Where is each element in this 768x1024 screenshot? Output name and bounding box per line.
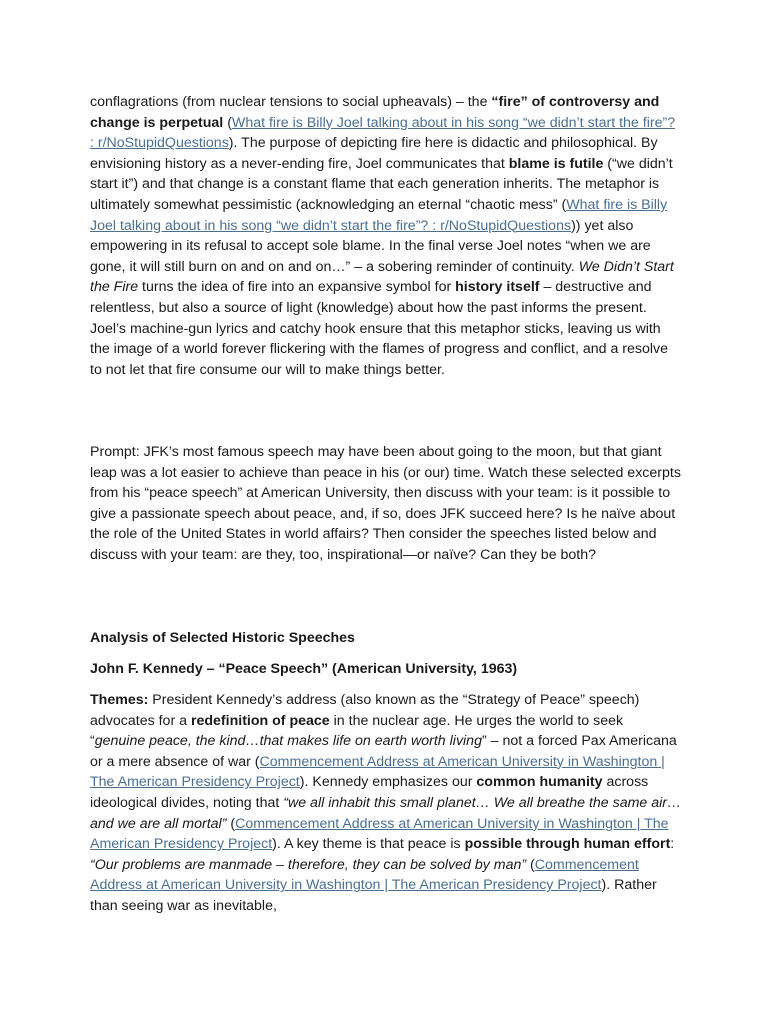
quote: “we all inhabit this small planet… We all breathe the same air… and we are all mortal” — [90, 794, 682, 832]
bold-phrase: common humanity — [476, 774, 603, 791]
reddit-citation-link[interactable]: What fire is Billy Joel talking about in his song “we didn’t start the fire”? : r/NoStupidQuestions — [90, 196, 668, 234]
section-heading: Analysis of Selected Historic Speeches — [90, 630, 355, 646]
bold-phrase: redefinition of peace — [190, 712, 330, 729]
text-run: ). The purpose of depicting fire here is didactic and philosophical. By envisioning history as a never-ending fire, Joel communicates that — [90, 135, 658, 172]
song-title: We Didn’t Start the Fire — [90, 258, 674, 296]
bold-phrase: history itself — [455, 279, 540, 296]
text-run: ). Rather than seeing war as inevitable, — [90, 877, 657, 914]
quote: “Our problems are manmade – therefore, they can be solved by man” — [90, 856, 527, 873]
text-run: conflagrations (from nuclear tensions to social upheavals) – the — [90, 94, 492, 110]
text-run: ( — [223, 114, 232, 131]
paragraph-prompt: Prompt: JFK’s most famous speech may have been about going to the moon, but that giant leap was a lot easier to achieve than peace in his (or our) time. Watch these selected excerpts from his “peace speech” at American University, then discuss with your team: is it possible to give a passionate speech about peace, and, if so, does JFK succeed here? Is he naïve about the role of the United States in world affairs? Then consider the speeches listed below and discuss with your team: are they, too, inspirational—or naïve? Can they be both? — [90, 444, 681, 563]
paragraph-jfk-themes — [90, 690, 682, 917]
text-run: – destructive and relentless, but also a source of light (knowledge) about how the past informs the present. Joel’s machine-gun lyrics and catchy hook ensure that this metaphor sticks, leaving us with the image of a world forever flickering with the flames of progress and conflict, and a resolve to not let that fire consume our will to make things better. — [90, 279, 669, 378]
text-run: ). Kennedy emphasizes our — [299, 774, 477, 791]
text-run: (“we didn’t start it”) and that change is a constant flame that each generation inherits. The metaphor is ultimately somewhat pessimistic (acknowledging an eternal “chaotic mess” ( — [90, 155, 673, 213]
reddit-citation-link[interactable]: What fire is Billy Joel talking about in his song “we didn’t start the fire”? : r/NoStupidQuestions — [90, 114, 676, 152]
quote: genuine peace, the kind…that makes life on earth worth living — [94, 733, 482, 750]
text-run: )) yet also empowering in its refusal to accept sole blame. In the final verse Joel notes “when we are gone, it will still burn on and on and on…” – a sobering reminder of continuity. — [90, 217, 651, 275]
themes-label: Themes: — [90, 692, 149, 708]
text-run: ” – not a forced Pax Americana or a mere absence of war ( — [90, 733, 677, 770]
bold-phrase: possible through human effort — [464, 836, 671, 853]
text-run: President Kennedy’s address (also known as the “Strategy of Peace” speech) advocates for a — [90, 692, 640, 729]
text-run: : — [670, 836, 675, 853]
presidency-project-link[interactable]: Commencement Address at American University in Washington | The American Presidency Project — [90, 856, 639, 894]
text-run: ). A key theme is that peace is — [272, 836, 465, 853]
text-run: across ideological divides, noting that — [90, 774, 649, 811]
bold-phrase: blame is futile — [508, 155, 604, 172]
text-run: ( — [526, 856, 535, 873]
text-run: ( — [226, 815, 236, 832]
presidency-project-link[interactable]: Commencement Address at American University in Washington | The American Presidency Project — [90, 815, 669, 853]
presidency-project-link[interactable]: Commencement Address at American University in Washington | The American Presidency Project — [90, 753, 665, 791]
subsection-heading: John F. Kennedy – “Peace Speech” (American University, 1963) — [90, 661, 518, 677]
text-run: in the nuclear age. He urges the world to seek “ — [90, 712, 624, 750]
text-run: turns the idea of fire into an expansive symbol for — [138, 279, 456, 296]
bold-phrase: “fire” of controversy and change is perpetual — [90, 94, 660, 131]
paragraph-fire-metaphor — [90, 92, 682, 380]
